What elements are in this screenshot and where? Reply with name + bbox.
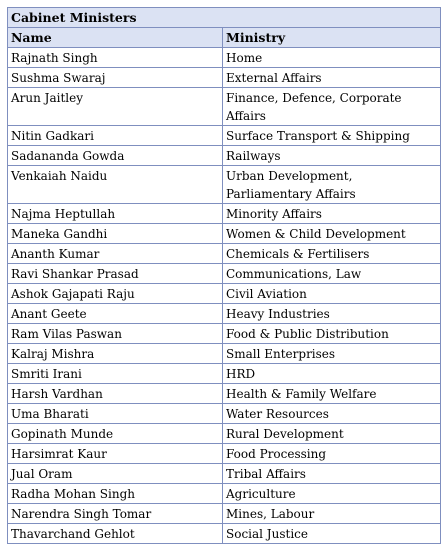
minister-name-cell: Radha Mohan Singh — [8, 484, 223, 504]
minister-name-cell: Arun Jaitley — [8, 88, 223, 126]
table-row — [8, 344, 441, 364]
ministry-cell: Surface Transport & Shipping — [223, 126, 441, 146]
table-row — [8, 504, 441, 524]
table-row — [8, 264, 441, 284]
table-row — [8, 224, 441, 244]
table-row — [8, 364, 441, 384]
ministry-cell: Mines, Labour — [223, 504, 441, 524]
minister-name-cell: Ram Vilas Paswan — [8, 324, 223, 344]
minister-name-cell: Jual Oram — [8, 464, 223, 484]
column-header-ministry: Ministry — [223, 28, 441, 48]
ministry-cell: External Affairs — [223, 68, 441, 88]
ministry-cell: Civil Aviation — [223, 284, 441, 304]
ministry-cell: Chemicals & Fertilisers — [223, 244, 441, 264]
table-row — [8, 464, 441, 484]
ministry-cell: Food & Public Distribution — [223, 324, 441, 344]
cabinet-ministers-table — [7, 7, 441, 544]
ministry-cell: Social Justice — [223, 524, 441, 544]
table-title: Cabinet Ministers — [8, 8, 441, 28]
table-row — [8, 524, 441, 544]
table-row — [8, 404, 441, 424]
minister-name-cell: Smriti Irani — [8, 364, 223, 384]
ministry-cell: Rural Development — [223, 424, 441, 444]
minister-name-cell: Anant Geete — [8, 304, 223, 324]
minister-name-cell: Ananth Kumar — [8, 244, 223, 264]
minister-name-cell: Ashok Gajapati Raju — [8, 284, 223, 304]
ministry-cell: Women & Child Development — [223, 224, 441, 244]
table-row — [8, 444, 441, 464]
table-row — [8, 126, 441, 146]
minister-name-cell: Ravi Shankar Prasad — [8, 264, 223, 284]
table-row — [8, 384, 441, 404]
table-row — [8, 244, 441, 264]
table-row — [8, 204, 441, 224]
minister-name-cell: Najma Heptullah — [8, 204, 223, 224]
minister-name-cell: Kalraj Mishra — [8, 344, 223, 364]
cabinet-ministers-sheet — [7, 7, 440, 544]
ministry-cell: Heavy Industries — [223, 304, 441, 324]
table-row — [8, 284, 441, 304]
column-header-name: Name — [8, 28, 223, 48]
ministry-cell: Railways — [223, 146, 441, 166]
ministry-cell: Tribal Affairs — [223, 464, 441, 484]
minister-name-cell: Venkaiah Naidu — [8, 166, 223, 204]
table-row — [8, 166, 441, 204]
table-row — [8, 304, 441, 324]
ministry-cell: Small Enterprises — [223, 344, 441, 364]
ministry-cell: Food Processing — [223, 444, 441, 464]
table-row — [8, 146, 441, 166]
minister-name-cell: Thavarchand Gehlot — [8, 524, 223, 544]
ministry-cell: Health & Family Welfare — [223, 384, 441, 404]
table-row — [8, 484, 441, 504]
ministry-cell: HRD — [223, 364, 441, 384]
minister-name-cell: Harsimrat Kaur — [8, 444, 223, 464]
table-row — [8, 88, 441, 126]
minister-name-cell: Rajnath Singh — [8, 48, 223, 68]
minister-name-cell: Sushma Swaraj — [8, 68, 223, 88]
ministry-cell: Home — [223, 48, 441, 68]
minister-name-cell: Gopinath Munde — [8, 424, 223, 444]
minister-name-cell: Harsh Vardhan — [8, 384, 223, 404]
minister-name-cell: Narendra Singh Tomar — [8, 504, 223, 524]
table-row — [8, 68, 441, 88]
ministry-cell: Water Resources — [223, 404, 441, 424]
table-row — [8, 424, 441, 444]
ministry-cell: Communications, Law — [223, 264, 441, 284]
ministry-cell: Agriculture — [223, 484, 441, 504]
table-body — [8, 48, 441, 544]
ministry-cell: Minority Affairs — [223, 204, 441, 224]
table-row — [8, 48, 441, 68]
table-row — [8, 324, 441, 344]
minister-name-cell: Maneka Gandhi — [8, 224, 223, 244]
minister-name-cell: Nitin Gadkari — [8, 126, 223, 146]
minister-name-cell: Uma Bharati — [8, 404, 223, 424]
minister-name-cell: Sadananda Gowda — [8, 146, 223, 166]
ministry-cell: Finance, Defence, Corporate Affairs — [223, 88, 441, 126]
ministry-cell: Urban Development, Parliamentary Affairs — [223, 166, 441, 204]
